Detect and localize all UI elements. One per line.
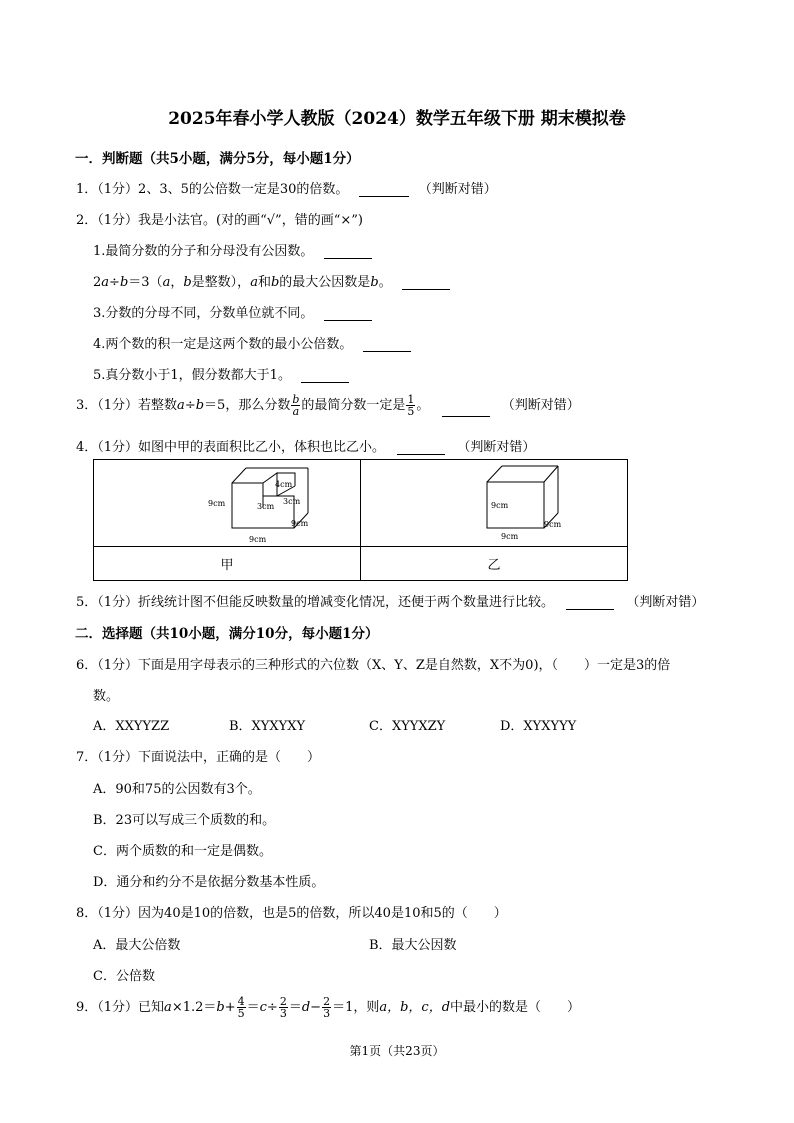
cube-edge [544,466,558,482]
answer-blank[interactable] [363,338,411,352]
question-text: 9．（1分）已知 [76,1000,165,1015]
section-1-heading: 一．判断题（共5小题，满分5分，每小题1分） [75,151,360,167]
fraction-b-over-a [291,394,300,417]
question-4-suffix: （判断对错） [457,440,536,455]
question-2-statement-3 [93,302,372,321]
var-a: a [164,1000,172,1015]
question-2-statement-2 [93,271,450,290]
question-3-suffix: （判断对错） [501,398,580,413]
numerator: 4 [237,995,245,1008]
question-text: 中最小的数是（ ） [450,1000,581,1015]
statement-text: 是整数）， [191,275,251,290]
answer-blank[interactable] [324,245,372,259]
var-a: a [250,275,258,290]
dim-label: 3cm [257,502,275,511]
numerator: b [292,393,300,406]
option-d[interactable]: D．通分和约分不是依据分数基本性质。 [93,875,325,890]
fraction-one-fifth [406,394,415,417]
question-4 [76,436,535,455]
operator: ÷ [109,275,120,290]
question-5 [76,591,704,610]
statement-text: 1.最简分数的分子和分母没有公因数。 [93,244,314,259]
var-b: b [216,1000,225,1015]
question-8: 8．（1分）因为40是10的倍数，也是5的倍数，所以40是10和5的（ ） [76,906,507,921]
question-text: 3．（1分）若整数 [76,398,178,413]
figure-b-label: 乙 [361,547,628,581]
question-3 [76,394,580,417]
question-9 [76,996,580,1019]
question-text: ＝5，那么分数 [204,398,291,413]
question-text: ×1.2＝ [171,1000,217,1015]
statement-text: ， [170,275,184,290]
question-1-text: 1．（1分）2、3、5的公倍数一定是30的倍数。 [76,182,349,197]
statement-text: 和 [257,275,271,290]
var-c: c [259,1000,267,1015]
figure-a-label: 甲 [94,547,361,581]
denominator: 5 [237,1007,245,1020]
answer-blank[interactable] [566,596,614,610]
question-text: 4．（1分）如图中甲的表面积比乙小，体积也比乙小。 [76,440,386,455]
denominator: 3 [279,1007,287,1020]
answer-blank[interactable] [359,183,409,197]
answer-blank[interactable] [397,441,445,455]
var-b: b [195,398,205,413]
page-footer: 第1页（共23页） [349,1044,445,1058]
operator: + [224,1000,236,1015]
cube-figure [361,460,627,546]
operator: ＝ [288,1000,302,1015]
cube-edge [232,508,294,528]
var-b: b [370,275,379,290]
fraction-two-thirds [322,996,331,1019]
var-a: a [101,275,110,290]
section-2-heading: 二．选择题（共10小题，满分10分，每小题1分） [75,626,379,642]
operator: ＝ [246,1000,260,1015]
denominator: a [292,405,300,418]
dim-label: 9cm [544,520,562,529]
numerator: 1 [407,393,415,406]
dim-label: 3cm [283,497,301,506]
answer-blank[interactable] [324,307,372,321]
question-7: 7．（1分）下面说法中，正确的是（ ） [76,750,321,765]
cube-edge [487,466,502,482]
question-text: ＝1，则 [332,1000,380,1015]
question-1-suffix: （判断对错） [418,182,497,197]
option-a[interactable]: A．最大公倍数 [93,938,181,953]
figure-b-cell [361,460,628,547]
statement-text: 2 [93,275,102,290]
answer-blank[interactable] [301,369,349,383]
var-b: b [119,275,129,290]
cube-edge [232,468,246,483]
statement-text: ＝3（ [128,275,163,290]
option-c[interactable]: C．公倍数 [93,969,155,984]
operator: ÷ [266,1000,278,1015]
dim-label: 9cm [249,535,267,544]
page-title: 2025年春小学人教版（2024）数学五年级下册 期末模拟卷 [168,109,626,129]
question-2-statement-1 [93,240,372,259]
statement-text: 3.分数的分母不同，分数单位就不同。 [93,306,314,321]
statement-text: 。 [378,275,392,290]
option-b[interactable]: B．XYXYXY [229,719,306,734]
dim-label: 9cm [291,519,309,528]
question-1 [76,178,497,197]
question-5-suffix: （判断对错） [626,595,705,610]
fraction-two-thirds [279,996,288,1019]
question-2-statement-4 [93,333,411,352]
figure-a-cell [94,460,361,547]
dim-label: 9cm [491,501,509,510]
notched-cube-figure [94,460,360,546]
question-2-statement-5 [93,364,349,383]
dim-label: 9cm [501,532,519,541]
option-c[interactable]: C．XYYXZY [369,719,446,734]
variable-list: a，b，c，d [379,1000,451,1015]
dim-label: 9cm [208,499,226,508]
option-a[interactable]: A．90和75的公因数有3个。 [93,782,261,797]
numerator: 2 [279,995,287,1008]
cube-figure-table [93,459,628,581]
operator: ÷ [184,398,196,413]
operator: − [310,1000,322,1015]
var-b: b [270,275,280,290]
option-b[interactable]: B．23可以写成三个质数的和。 [93,813,276,828]
question-text: 。 [416,398,430,413]
question-6-line-2: 数。 [93,689,120,704]
statement-text: 5.真分数小于1，假分数都大于1。 [93,368,291,383]
dim-label: 4cm [275,480,293,489]
option-d[interactable]: D．XYXYYY [500,719,577,734]
numerator: 2 [323,995,331,1008]
answer-blank[interactable] [442,403,490,417]
question-text: 5．（1分）折线统计图不但能反映数量的增减变化情况，还便于两个数量进行比较。 [76,595,555,610]
option-a[interactable]: A．XXYYZZ [93,719,170,734]
question-2: 2．（1分）我是小法官。(对的画“√”，错的画“×”) [76,213,363,228]
option-b[interactable]: B．最大公因数 [369,938,457,953]
var-b: b [183,275,192,290]
var-a: a [177,398,185,413]
statement-text: 的最大公因数是 [279,275,371,290]
answer-blank[interactable] [402,276,450,290]
question-6-line-1: 6．（1分）下面是用字母表示的三种形式的六位数（X、Y、Z是自然数，X不为0)，（ ）一定是3的倍 [76,658,671,673]
var-d: d [301,1000,311,1015]
fraction-four-fifths [237,996,246,1019]
denominator: 5 [407,405,415,418]
denominator: 3 [323,1007,331,1020]
statement-text: 4.两个数的积一定是这两个数的最小公倍数。 [93,337,353,352]
var-a: a [162,275,171,290]
question-text: 的最简分数一定是 [301,398,406,413]
option-c[interactable]: C．两个质数的和一定是偶数。 [93,844,272,859]
